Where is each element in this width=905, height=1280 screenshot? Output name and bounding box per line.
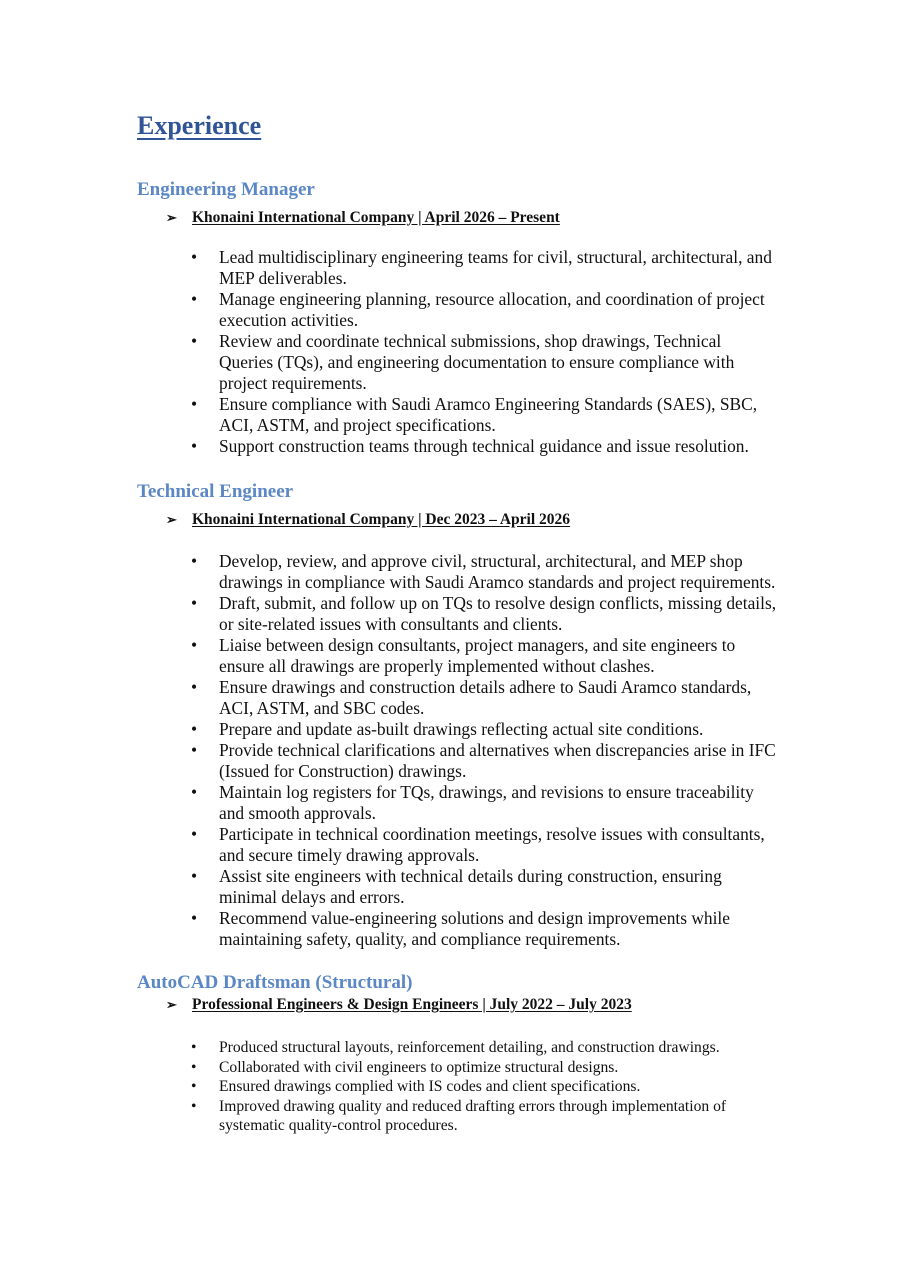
arrow-bullet-icon: ➢ — [166, 210, 177, 225]
bullet-icon: • — [191, 1078, 197, 1095]
bullet-icon: • — [191, 289, 198, 309]
company-and-dates: Khonaini International Company | Dec 2023 – April 2026 — [192, 511, 571, 528]
company-line — [166, 510, 777, 530]
list-item — [191, 331, 777, 394]
list-item-text: Lead multidisciplinary engineering teams for civil, structural, architectural, and MEP deliverables. — [219, 247, 772, 288]
list-item — [191, 1038, 777, 1058]
bullet-icon: • — [191, 331, 198, 351]
bullet-icon: • — [191, 1097, 197, 1115]
arrow-bullet-icon: ➢ — [166, 512, 177, 527]
list-item-text: Recommend value-engineering solutions and design improvements while maintaining safety, quality, and compliance requirements. — [219, 908, 730, 949]
bullet-icon: • — [191, 436, 198, 456]
list-item — [191, 824, 777, 866]
list-item-text: Produced structural layouts, reinforcement detailing, and construction drawings. — [219, 1039, 720, 1056]
responsibility-list — [191, 1038, 777, 1136]
list-item-text: Maintain log registers for TQs, drawings, and revisions to ensure traceability and smooth approvals. — [219, 782, 754, 823]
list-item — [191, 908, 777, 950]
list-item — [191, 289, 777, 331]
job-technical-engineer — [137, 480, 777, 950]
list-item-text: Develop, review, and approve civil, structural, architectural, and MEP shop drawings in compliance with Saudi Aramco standards and project requirements. — [219, 551, 776, 592]
list-item — [191, 677, 777, 719]
job-title: Technical Engineer — [137, 481, 294, 502]
section-title-experience: Experience — [137, 111, 262, 140]
list-item — [191, 436, 777, 457]
list-item-text: Draft, submit, and follow up on TQs to resolve design conflicts, missing details, or site-related issues with consultants and clients. — [219, 593, 777, 634]
list-item-text: Liaise between design consultants, project managers, and site engineers to ensure all drawings are properly implemented without clashes. — [219, 635, 736, 676]
list-item-text: Ensured drawings complied with IS codes and client specifications. — [219, 1078, 641, 1095]
job-autocad-draftsman — [137, 971, 777, 1136]
bullet-icon: • — [191, 1058, 197, 1076]
responsibility-list — [191, 247, 777, 457]
list-item-text: Assist site engineers with technical details during construction, ensuring minimal delays and errors. — [219, 866, 722, 907]
job-engineering-manager — [137, 178, 777, 457]
bullet-icon: • — [191, 635, 198, 655]
job-title: AutoCAD Draftsman (Structural) — [137, 972, 413, 993]
list-item-text: Collaborated with civil engineers to optimize structural designs. — [219, 1058, 619, 1076]
list-item — [191, 782, 777, 824]
list-item — [191, 551, 777, 593]
job-title: Engineering Manager — [137, 179, 315, 200]
list-item — [191, 740, 777, 782]
resume-page — [137, 108, 777, 1136]
list-item — [191, 866, 777, 908]
bullet-icon: • — [191, 740, 198, 760]
list-item-text: Participate in technical coordination meetings, resolve issues with consultants, and secure timely drawing approvals. — [219, 824, 765, 865]
list-item — [191, 1097, 777, 1136]
company-line — [166, 208, 777, 228]
bullet-icon: • — [191, 782, 198, 802]
list-item — [191, 719, 777, 740]
bullet-icon: • — [191, 719, 198, 739]
bullet-icon: • — [191, 866, 198, 886]
list-item-text: Review and coordinate technical submissions, shop drawings, Technical Queries (TQs), and engineering documentation to ensure compliance with project requirements. — [219, 331, 735, 393]
bullet-icon: • — [191, 1039, 197, 1056]
company-and-dates: Khonaini International Company | April 2026 – Present — [192, 209, 560, 226]
arrow-bullet-icon: ➢ — [166, 997, 177, 1012]
list-item — [191, 635, 777, 677]
bullet-icon: • — [191, 677, 198, 697]
list-item-text: Improved drawing quality and reduced drafting errors through implementation of systematic quality-control procedures. — [219, 1097, 727, 1134]
list-item-text: Support construction teams through technical guidance and issue resolution. — [219, 436, 749, 456]
bullet-icon: • — [191, 593, 198, 613]
list-item-text: Provide technical clarifications and alternatives when discrepancies arise in IFC (Issued for Construction) drawings. — [219, 740, 776, 781]
list-item — [191, 1077, 777, 1097]
bullet-icon: • — [191, 824, 198, 844]
list-item — [191, 394, 777, 436]
responsibility-list — [191, 551, 777, 950]
list-item — [191, 1058, 777, 1078]
bullet-icon: • — [191, 551, 198, 571]
bullet-icon: • — [191, 247, 198, 267]
list-item-text: Ensure compliance with Saudi Aramco Engineering Standards (SAES), SBC, ACI, ASTM, and project specifications. — [219, 394, 758, 435]
company-line — [166, 995, 777, 1015]
list-item-text: Ensure drawings and construction details adhere to Saudi Aramco standards, ACI, ASTM, and SBC codes. — [219, 677, 752, 718]
list-item — [191, 247, 777, 289]
list-item-text: Manage engineering planning, resource allocation, and coordination of project execution activities. — [219, 289, 765, 330]
bullet-icon: • — [191, 394, 198, 414]
list-item-text: Prepare and update as-built drawings reflecting actual site conditions. — [219, 719, 704, 739]
company-and-dates: Professional Engineers & Design Engineers | July 2022 – July 2023 — [192, 996, 632, 1013]
bullet-icon: • — [191, 908, 198, 928]
list-item — [191, 593, 777, 635]
